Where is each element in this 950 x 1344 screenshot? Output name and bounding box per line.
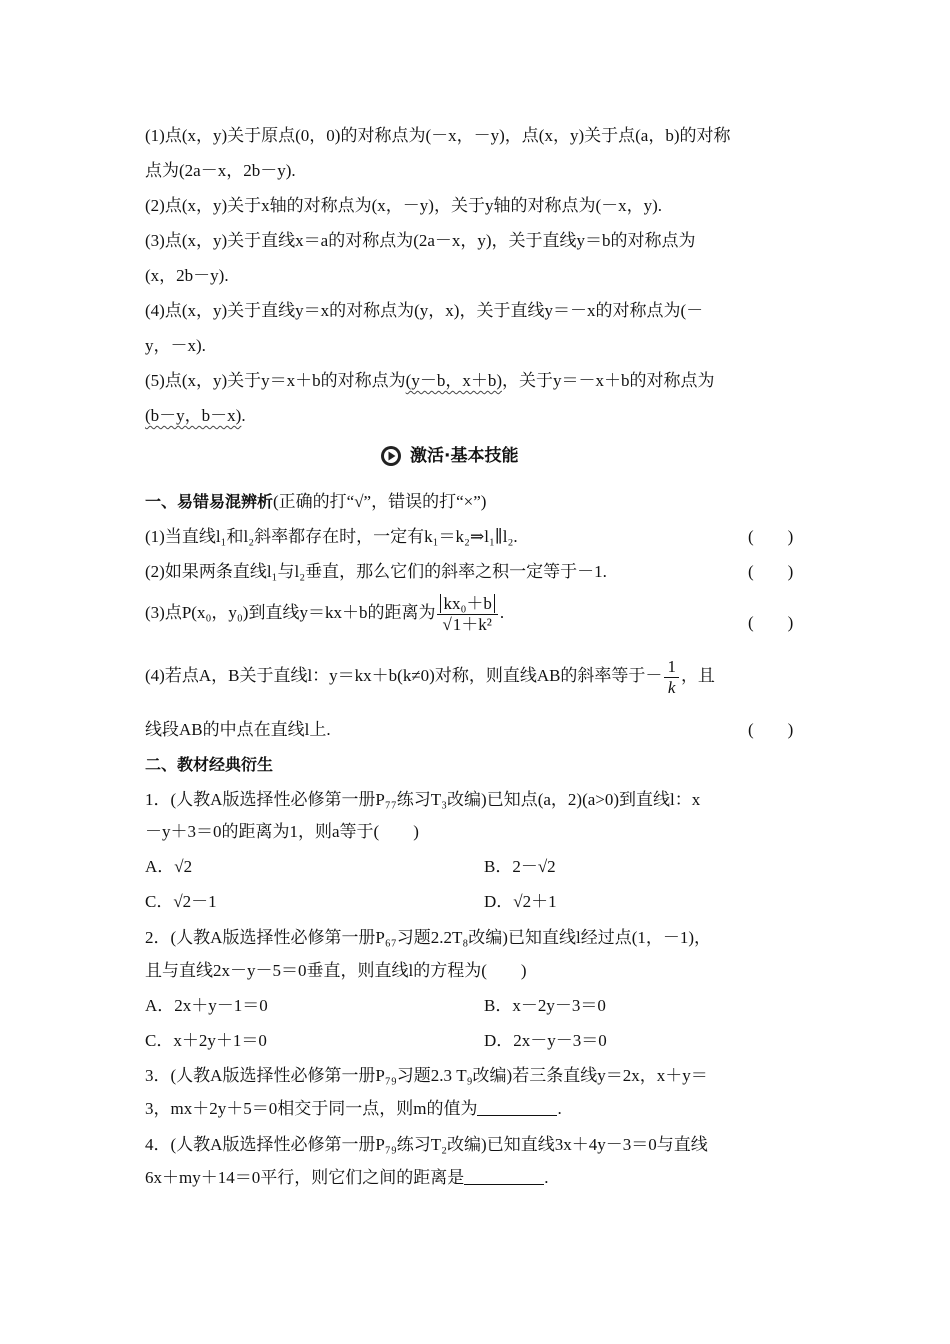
note-5-middle: ，关于y＝－x＋b的对称点为 (501, 371, 715, 390)
fraction-numerator: kx₀＋b (440, 594, 494, 613)
note-1-line-1: (1)点(x，y)关于原点(0，0)的对称点为(－x，－y)，点(x，y)关于点(a，b)的对称 (145, 126, 731, 145)
note-3-line-2: (x，2b－y). (145, 266, 229, 285)
play-circle-icon (380, 445, 402, 467)
problem-2-option-a[interactable]: A．2x＋y－1＝0 (145, 996, 268, 1015)
problem-1-option-b[interactable]: B．2－√2 (484, 857, 556, 876)
problem-4-text: 6x＋my＋14＝0平行，则它们之间的距离是 (145, 1168, 465, 1187)
part-1-title-line (145, 490, 486, 514)
note-5-line-1 (145, 369, 714, 393)
part-2-title: 二、教材经典衍生 (145, 755, 274, 774)
judge-question-4-line-1 (145, 654, 715, 698)
section-title: 激活·基本技能 (410, 446, 519, 466)
part-1-note: (正确的打“√”，错误的打“×”) (273, 492, 487, 511)
question-3-end: . (499, 603, 505, 622)
note-5-wavy-2: (b－y，b－x) (145, 406, 242, 425)
note-4-line-2: y，－x). (145, 336, 206, 355)
slope-numerator: 1 (664, 657, 679, 678)
note-2: (2)点(x，y)关于x轴的对称点为(x，－y)，关于y轴的对称点为(－x，y). (145, 196, 663, 215)
judge-question-2: (2)如果两条直线l₁与l₂垂直，那么它们的斜率之积一定等于－1. (145, 562, 607, 581)
answer-blank-4[interactable] (464, 1166, 544, 1185)
problem-4-line-1: 4．(人教A版选择性必修第一册P₇₉练习T₂改编)已知直线3x＋4y－3＝0与直线 (145, 1135, 708, 1154)
question-4-end: ，且 (680, 666, 715, 685)
problem-3-text: 3，mx＋2y＋5＝0相交于同一点，则m的值为 (145, 1099, 478, 1118)
judge-question-3 (145, 592, 504, 635)
problem-2-option-b[interactable]: B．x－2y－3＝0 (484, 996, 606, 1015)
note-4-line-1: (4)点(x，y)关于直线y＝x的对称点为(y，x)，关于直线y＝－x的对称点为(－ (145, 301, 704, 320)
note-5-line-2 (145, 404, 246, 428)
slope-denominator: k (667, 677, 676, 697)
note-5-wavy-1: (y－b，x＋b) (405, 371, 502, 390)
question-3-text: (3)点P(x₀，y₀)到直线y＝kx＋b的距离为 (145, 603, 436, 622)
problem-4-line-2 (145, 1166, 548, 1190)
problem-2-option-c[interactable]: C．x＋2y＋1＝0 (145, 1031, 267, 1050)
problem-2-option-d[interactable]: D．2x－y－3＝0 (484, 1031, 607, 1050)
answer-paren-4[interactable]: ( ) (748, 720, 794, 739)
note-3-line-1: (3)点(x，y)关于直线x＝a的对称点为(2a－x，y)，关于直线y＝b的对称点为 (145, 231, 696, 250)
slope-fraction (664, 657, 679, 698)
problem-1-option-d[interactable]: D．√2＋1 (484, 892, 557, 911)
problem-2-line-2: 且与直线2x－y－5＝0垂直，则直线l的方程为( ) (145, 961, 527, 980)
problem-2-line-1: 2．(人教A版选择性必修第一册P₆₇习题2.2T₈改编)已知直线l经过点(1，－1)， (145, 928, 712, 947)
problem-4-end: . (544, 1168, 549, 1187)
note-5-prefix: (5)点(x，y)关于y＝x＋b的对称点为 (145, 371, 406, 390)
problem-1-line-2: －y＋3＝0的距离为1，则a等于( ) (145, 822, 419, 841)
problem-3-end: . (557, 1099, 562, 1118)
answer-blank-3[interactable] (477, 1097, 557, 1116)
problem-1-line-1: 1．(人教A版选择性必修第一册P₇₇练习T₃改编)已知点(a，2)(a>0)到直线l：x (145, 790, 701, 809)
answer-paren-3[interactable]: ( ) (748, 613, 794, 632)
judge-question-4-line-2: 线段AB的中点在直线l上. (145, 720, 331, 739)
part-1-title: 一、易错易混辨析 (145, 492, 274, 511)
problem-3-line-1: 3．(人教A版选择性必修第一册P₇₉习题2.3 T₉改编)若三条直线y＝2x，x＋y＝ (145, 1066, 708, 1085)
note-1-line-2: 点为(2a－x，2b－y). (145, 161, 296, 180)
problem-1-option-a[interactable]: A．√2 (145, 857, 193, 876)
note-5-end: . (241, 406, 246, 425)
answer-paren-1[interactable]: ( ) (748, 527, 794, 546)
question-4-text: (4)若点A，B关于直线l：y＝kx＋b(k≠0)对称，则直线AB的斜率等于－ (145, 666, 663, 685)
problem-1-option-c[interactable]: C．√2－1 (145, 892, 217, 911)
fraction-denominator: 1＋k² (452, 614, 492, 634)
answer-paren-2[interactable]: ( ) (748, 562, 794, 581)
judge-question-1: (1)当直线l₁和l₂斜率都存在时，一定有k₁＝k₂⇒l₁∥l₂. (145, 527, 518, 546)
problem-3-line-2 (145, 1097, 562, 1121)
section-heading (380, 444, 518, 468)
distance-fraction: $\frac{\text{kx₀＋b}}{\text{√1＋k²}}$ (437, 594, 497, 635)
